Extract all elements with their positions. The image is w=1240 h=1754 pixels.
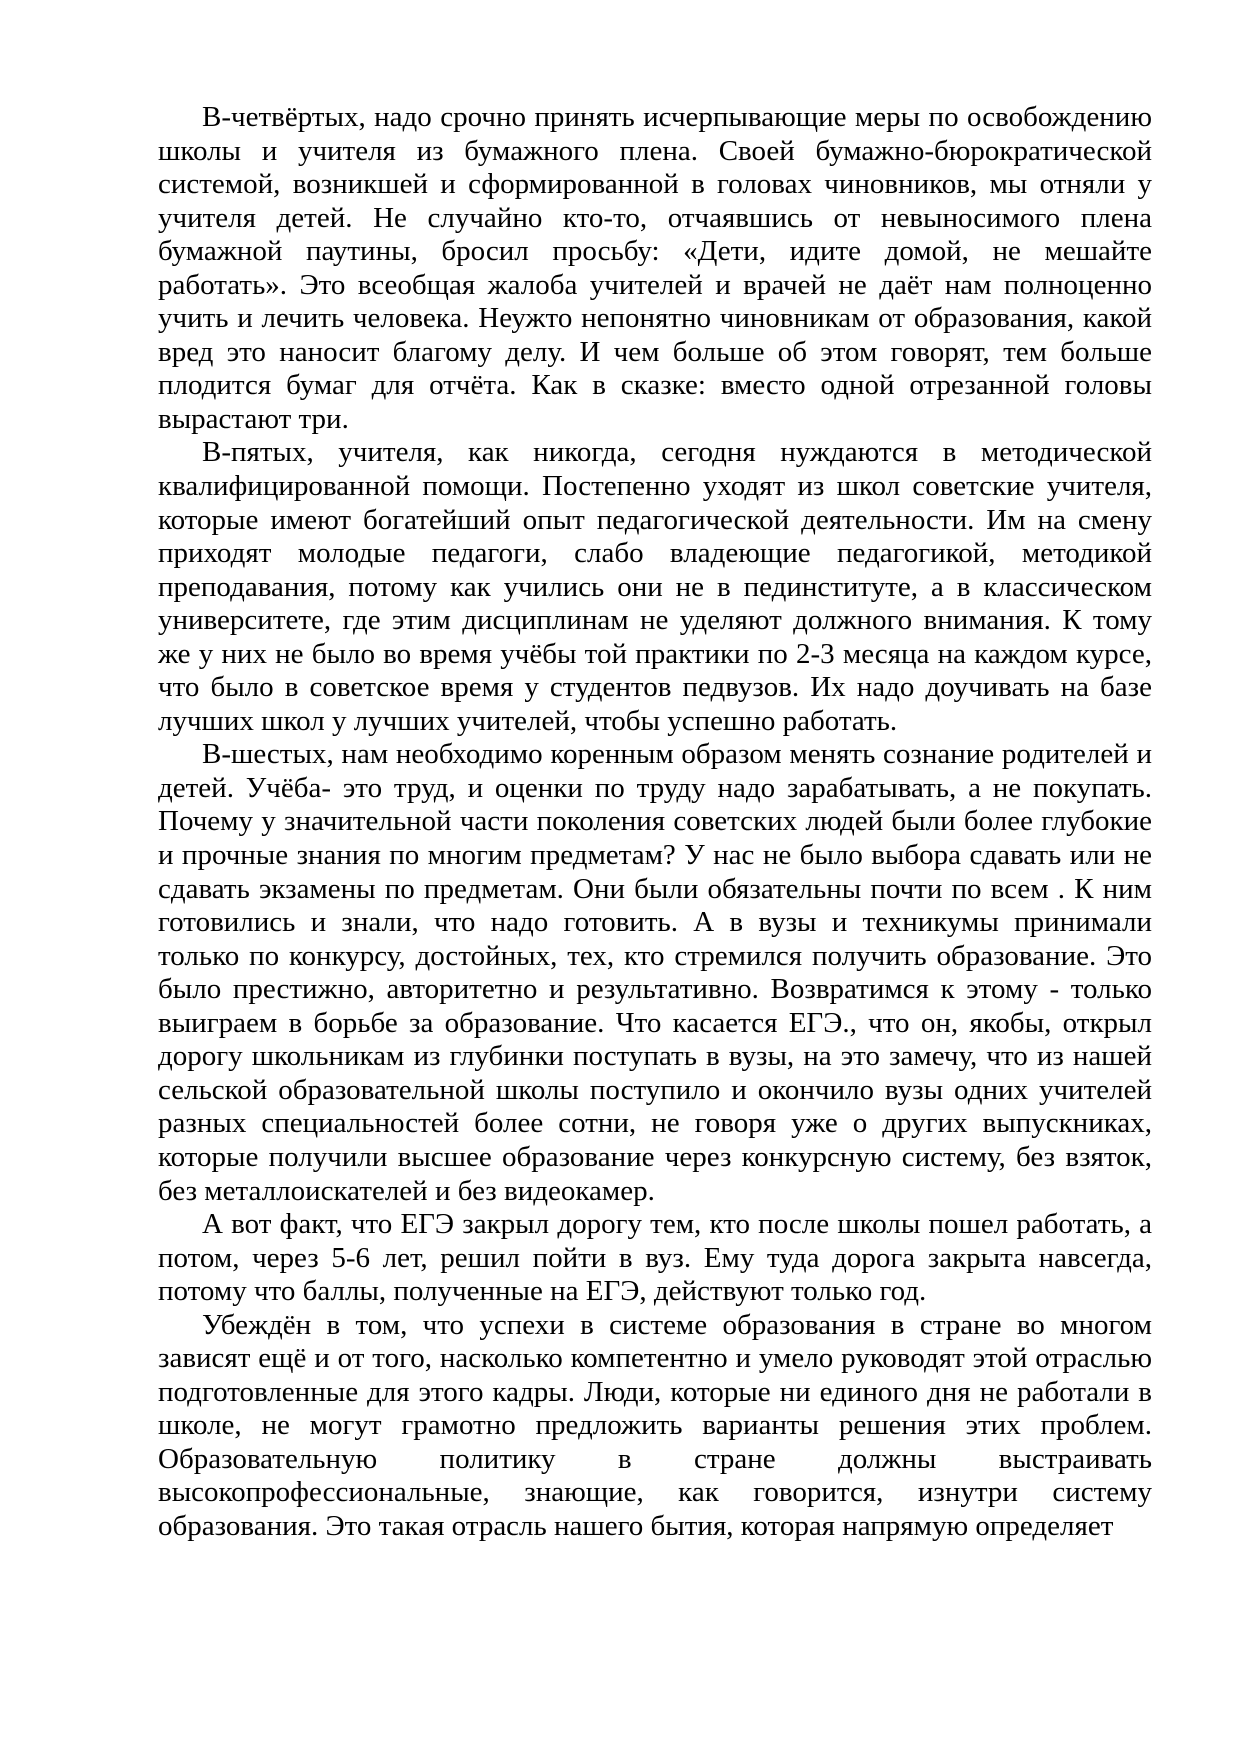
paragraph: А вот факт, что ЕГЭ закрыл дорогу тем, кто после школы пошел работать, а потом, через 5-6 лет, решил пойти в вуз. Ему туда дорога закрыта навсегда, потому что баллы, полученные на ЕГЭ, действуют только год. — [158, 1208, 1152, 1308]
paragraph: Убеждён в том, что успехи в системе образования в стране во многом зависят ещё и от того, насколько компетентно и умело руководят этой отраслью подготовленные для этого кадры. Люди, которые ни единого дня не работали в школе, не могут грамотно предложить варианты решения этих проблем. Образовательную политику в стране должны выстраивать высокопрофессиональные, знающие, как говорится, изнутри систему образования. Это такая отрасль нашего бытия, которая напрямую определяет — [158, 1308, 1152, 1542]
paragraph: В-пятых, учителя, как никогда, сегодня нуждаются в методической квалифицированной помощи. Постепенно уходят из школ советские учителя, которые имеют богатейший опыт педагогической деятельности. Им на смену приходят молодые педагоги, слабо владеющие педагогикой, методикой преподавания, потому как учились они не в пединституте, а в классическом университете, где этим дисциплинам не уделяют должного внимания. К тому же у них не было во время учёбы той практики по 2-3 месяца на каждом курсе, что было в советское время у студентов педвузов. Их надо доучивать на базе лучших школ у лучших учителей, чтобы успешно работать. — [158, 436, 1152, 737]
paragraph: В-четвёртых, надо срочно принять исчерпывающие меры по освобождению школы и учителя из бумажного плена. Своей бумажно-бюрократической системой, возникшей и сформированной в головах чиновников, мы отняли у учителя детей. Не случайно кто-то, отчаявшись от невыносимого плена бумажной паутины, бросил просьбу: «Дети, идите домой, не мешайте работать». Это всеобщая жалоба учителей и врачей не даёт нам полноценно учить и лечить человека. Неужто непонятно чиновникам от образования, какой вред это наносит благому делу. И чем больше об этом говорят, тем больше плодится бумаг для отчёта. Как в сказке: вместо одной отрезанной головы вырастают три. — [158, 101, 1152, 435]
document-text-block — [158, 101, 1152, 1544]
paragraph: В-шестых, нам необходимо коренным образом менять сознание родителей и детей. Учёба- это труд, и оценки по труду надо зарабатывать, а не покупать. Почему у значительной части поколения советских людей были более глубокие и прочные знания по многим предметам? У нас не было выбора сдавать или не сдавать экзамены по предметам. Они были обязательны почти по всем . К ним готовились и знали, что надо готовить. А в вузы и техникумы принимали только по конкурсу, достойных, тех, кто стремился получить образование. Это было престижно, авторитетно и результативно. Возвратимся к этому - только выиграем в борьбе за образование. Что касается ЕГЭ., что он, якобы, открыл дорогу школьникам из глубинки поступать в вузы, на это замечу, что из нашей сельской образовательной школы поступило и окончило вузы одних учителей разных специальностей более сотни, не говоря уже о других выпускниках, которые получили высшее образование через конкурсную систему, без взяток, без металлоискателей и без видеокамер. — [158, 738, 1152, 1207]
